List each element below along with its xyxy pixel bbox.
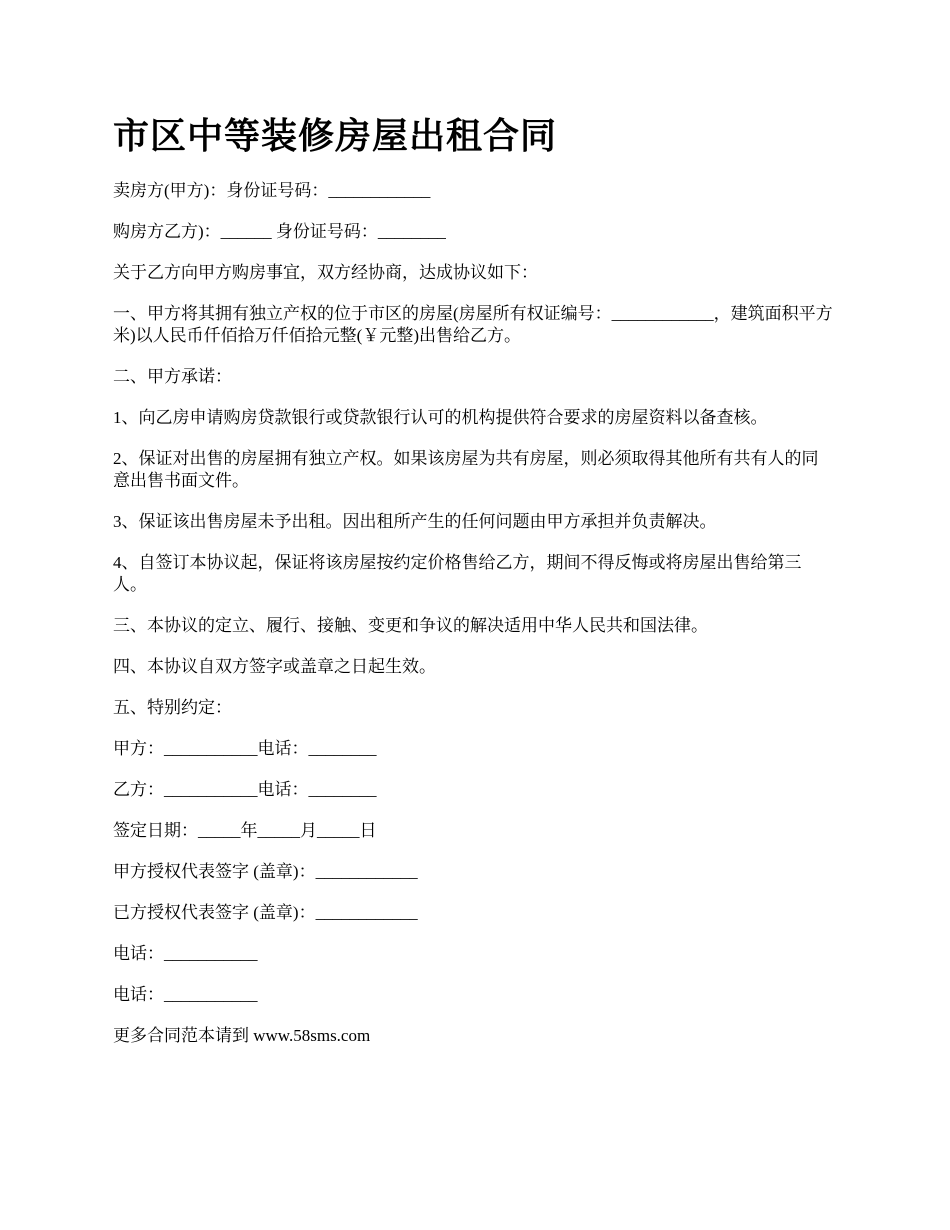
party-b-phone-line: 乙方：___________电话：________: [113, 780, 377, 799]
phone-line-2: 电话：___________: [113, 985, 258, 1004]
promise-item-1: 1、向乙房申请购房贷款银行或贷款银行认可的机构提供符合要求的房屋资料以备查核。: [113, 408, 768, 427]
seller-id-line: 卖房方(甲方)：身份证号码：____________: [113, 181, 431, 200]
agreement-intro: 关于乙方向甲方购房事宜，双方经协商，达成协议如下：: [113, 263, 538, 282]
buyer-id-line: 购房方乙方)：______ 身份证号码：________: [113, 222, 446, 241]
clause-one: 一、甲方将其拥有独立产权的位于市区的房屋(房屋所有权证编号：____________，建筑面积平方米)以人民币仟佰拾万仟佰拾元整(￥元整)出售给乙方。: [113, 304, 833, 345]
party-a-signature-line: 甲方授权代表签字 (盖章)：____________: [113, 862, 418, 881]
clause-four: 四、本协议自双方签字或盖章之日起生效。: [113, 657, 436, 676]
promise-item-4: 4、自签订本协议起，保证将该房屋按约定价格售给乙方，期间不得反悔或将房屋出售给第三人。: [113, 553, 802, 594]
promise-item-3: 3、保证该出售房屋未予出租。因出租所产生的任何问题由甲方承担并负责解决。: [113, 512, 717, 531]
clause-five-heading: 五、特别约定：: [113, 698, 232, 717]
signing-date-line: 签定日期：_____年_____月_____日: [113, 821, 377, 840]
clause-two-heading: 二、甲方承诺：: [113, 367, 232, 386]
clause-three: 三、本协议的定立、履行、接触、变更和争议的解决适用中华人民共和国法律。: [113, 616, 708, 635]
document-title: 市区中等装修房屋出租合同: [113, 116, 558, 156]
document-page: [113, 112, 833, 1066]
promise-item-2: 2、保证对出售的房屋拥有独立产权。如果该房屋为共有房屋，则必须取得其他所有共有人的同意出售书面文件。: [113, 449, 819, 490]
party-b-signature-line: 已方授权代表签字 (盖章)：____________: [113, 903, 418, 922]
phone-line-1: 电话：___________: [113, 944, 258, 963]
footer-link-text: 更多合同范本请到 www.58sms.com: [113, 1026, 371, 1045]
party-a-phone-line: 甲方：___________电话：________: [113, 739, 377, 758]
